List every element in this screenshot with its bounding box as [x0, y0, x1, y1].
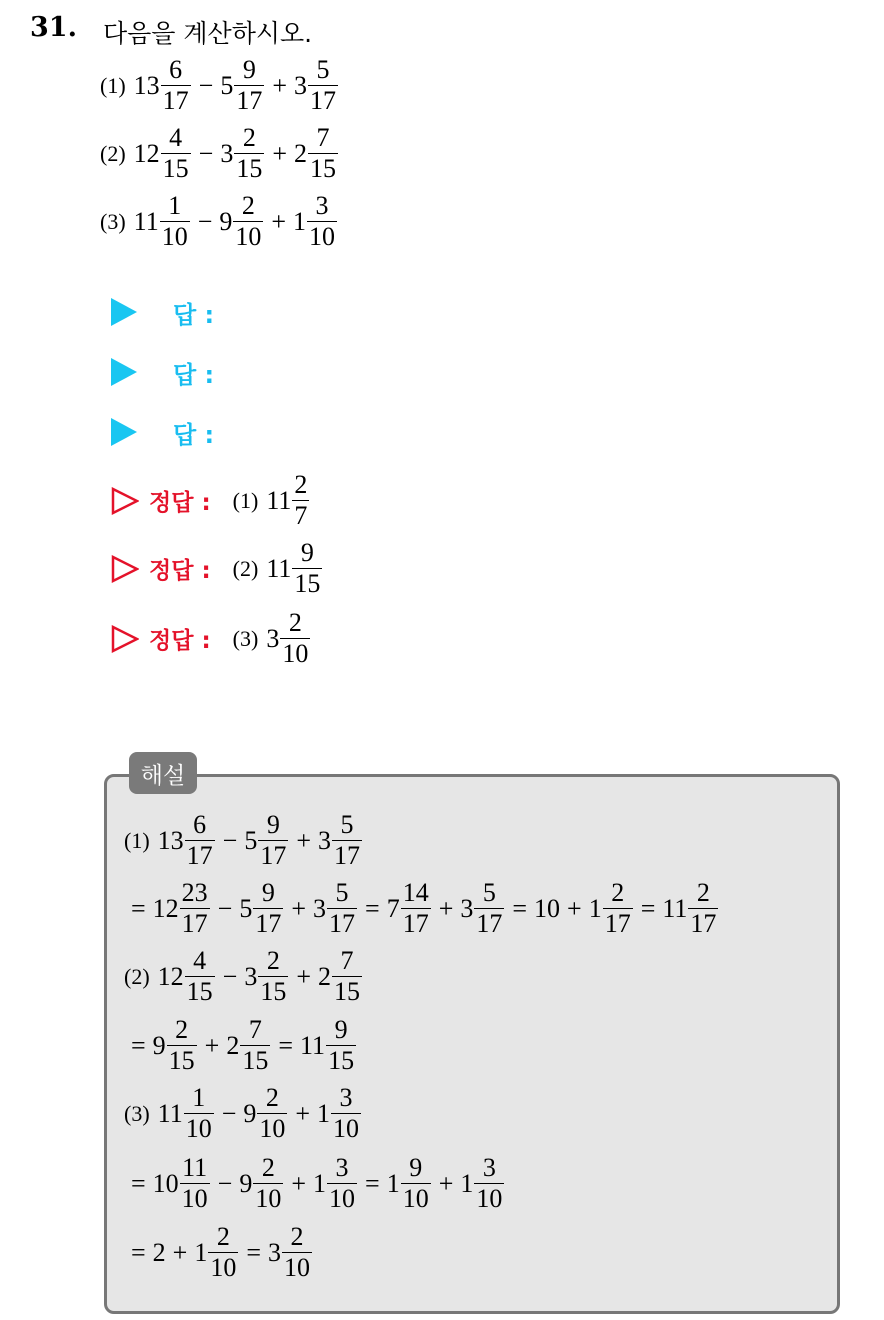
outline-triangle-icon — [111, 625, 139, 653]
numerator: 2 — [290, 1222, 304, 1251]
whole-part: 11 — [300, 1030, 326, 1060]
numerator: 3 — [339, 1083, 353, 1112]
operator: − — [198, 138, 214, 168]
operator: + — [272, 70, 287, 100]
whole-part: 1 — [588, 893, 602, 923]
operator: + — [296, 825, 311, 855]
denominator: 17 — [236, 86, 263, 115]
numerator: 2 — [261, 1153, 275, 1182]
denominator: 17 — [310, 86, 336, 115]
answer-blank-1[interactable] — [111, 297, 214, 327]
numerator: 23 — [181, 878, 208, 907]
denominator: 15 — [294, 569, 321, 598]
numerator: 1 — [168, 191, 182, 220]
whole-part: 9 — [219, 206, 233, 236]
denominator: 15 — [334, 977, 360, 1006]
operator: + — [291, 1168, 307, 1198]
mixed-number — [134, 125, 192, 182]
numerator: 2 — [242, 123, 256, 152]
whole-part: 3 — [460, 893, 474, 923]
mixed-number — [134, 193, 191, 250]
operator: − — [217, 893, 233, 923]
explanation-line-7 — [124, 1224, 313, 1281]
answer-label: 답 : — [173, 300, 215, 329]
whole-part: 7 — [386, 893, 400, 923]
denominator: 17 — [604, 909, 631, 938]
fraction — [292, 540, 322, 597]
correct-tag: 정답 : — [149, 628, 211, 654]
whole-part: 11 — [662, 893, 688, 923]
mixed-number — [219, 193, 264, 250]
whole-part: 1 — [460, 1168, 474, 1198]
operator: + — [204, 1030, 220, 1060]
mixed-number — [313, 1155, 358, 1212]
numerator: 11 — [182, 1153, 208, 1182]
operator: = — [512, 893, 528, 923]
denominator: 10 — [161, 222, 188, 251]
fraction — [258, 812, 288, 869]
mixed-number — [300, 1017, 357, 1074]
denominator: 10 — [181, 1184, 208, 1213]
fraction — [327, 880, 357, 937]
explanation-line-5 — [124, 1085, 362, 1142]
explanation-line-4 — [124, 1017, 357, 1074]
fraction — [603, 880, 633, 937]
whole-part: 1 — [317, 1098, 331, 1128]
whole-part: 13 — [157, 825, 184, 855]
item-label: (1) — [232, 487, 259, 513]
mixed-number — [294, 57, 339, 114]
whole-part: 5 — [239, 893, 253, 923]
whole-part: 3 — [244, 961, 258, 991]
numerator: 5 — [482, 878, 496, 907]
fraction — [180, 880, 210, 937]
denominator: 10 — [185, 1114, 212, 1143]
operator: = — [365, 1168, 380, 1198]
mixed-number — [244, 948, 289, 1005]
numerator: 1 — [192, 1083, 206, 1112]
fraction — [332, 812, 362, 869]
whole-part: 2 — [226, 1030, 240, 1060]
item-label: (3) — [232, 625, 259, 651]
correct-answer-1 — [111, 472, 310, 529]
whole-part: 9 — [152, 1030, 166, 1060]
question-instruction: 다음을 계산하시오. — [103, 19, 313, 48]
whole-part: 3 — [220, 138, 234, 168]
numerator: 2 — [288, 608, 302, 637]
mixed-number — [318, 812, 363, 869]
fraction — [280, 610, 310, 667]
denominator: 15 — [260, 977, 287, 1006]
fraction — [307, 193, 337, 250]
mixed-number — [318, 948, 363, 1005]
whole-part: 3 — [266, 623, 280, 653]
correct-answer-expr — [233, 610, 312, 667]
whole-part: 5 — [244, 825, 258, 855]
denominator: 10 — [309, 222, 336, 251]
mixed-number — [153, 1155, 211, 1212]
whole-part: 5 — [220, 70, 234, 100]
item-label: (2) — [100, 140, 126, 166]
whole-part: 13 — [133, 70, 160, 100]
mixed-number — [662, 880, 719, 937]
fraction — [258, 948, 288, 1005]
problem-2 — [100, 125, 339, 182]
outline-triangle-icon — [111, 555, 139, 583]
correct-tag: 정답 : — [149, 558, 211, 584]
whole-part: 11 — [266, 485, 292, 515]
numerator: 3 — [315, 191, 329, 220]
numerator: 7 — [316, 123, 330, 152]
numerator: 3 — [482, 1153, 496, 1182]
play-triangle-icon — [111, 418, 137, 446]
mixed-number — [158, 812, 216, 869]
numerator: 6 — [193, 810, 207, 839]
operator: + — [296, 961, 311, 991]
denominator: 17 — [260, 841, 287, 870]
fraction — [233, 193, 263, 250]
whole-part: 9 — [239, 1168, 253, 1198]
number: 2 — [152, 1237, 166, 1267]
mixed-number — [194, 1224, 239, 1281]
denominator: 10 — [333, 1114, 360, 1143]
whole-part: 1 — [194, 1237, 208, 1267]
fraction — [161, 125, 191, 182]
operator: + — [272, 138, 287, 168]
correct-tag: 정답 : — [149, 490, 211, 516]
denominator: 17 — [162, 86, 189, 115]
mixed-number — [243, 1085, 288, 1142]
item-label: (2) — [232, 555, 259, 581]
denominator: 17 — [186, 841, 213, 870]
problem-3 — [100, 193, 338, 250]
numerator: 2 — [265, 1083, 279, 1112]
fraction — [240, 1017, 270, 1074]
fraction — [688, 880, 718, 937]
fraction — [253, 880, 283, 937]
denominator: 10 — [282, 639, 309, 668]
operator: + — [567, 893, 582, 923]
explanation-line-3 — [124, 948, 363, 1005]
denominator: 10 — [284, 1253, 311, 1282]
fraction — [167, 1017, 197, 1074]
problem-1 — [100, 57, 339, 114]
operator: = — [131, 1030, 146, 1060]
numerator: 5 — [335, 878, 349, 907]
mixed-number — [158, 948, 216, 1005]
operator: = — [131, 893, 146, 923]
numerator: 4 — [193, 946, 207, 975]
number: 10 — [534, 893, 561, 923]
whole-part: 1 — [386, 1168, 400, 1198]
denominator: 15 — [328, 1046, 355, 1075]
operator: + — [172, 1237, 188, 1267]
fraction — [234, 125, 264, 182]
mixed-number — [387, 880, 432, 937]
whole-part: 11 — [266, 553, 292, 583]
numerator: 7 — [248, 1015, 262, 1044]
question-number: 31. — [30, 12, 77, 43]
whole-part: 11 — [133, 206, 159, 236]
denominator: 17 — [329, 909, 356, 938]
fraction — [184, 1085, 214, 1142]
whole-part: 1 — [293, 206, 307, 236]
operator: + — [291, 893, 307, 923]
denominator: 15 — [168, 1046, 195, 1075]
denominator: 15 — [310, 154, 336, 183]
numerator: 5 — [340, 810, 354, 839]
operator: − — [222, 961, 238, 991]
fraction — [257, 1085, 287, 1142]
operator: − — [198, 70, 214, 100]
operator: + — [438, 1168, 454, 1198]
fraction — [326, 1017, 356, 1074]
numerator: 9 — [334, 1015, 348, 1044]
mixed-number — [313, 880, 358, 937]
fraction — [331, 1085, 361, 1142]
mixed-number — [589, 880, 634, 937]
correct-answer-expr — [233, 540, 324, 597]
mixed-number — [134, 57, 192, 114]
denominator: 10 — [402, 1184, 429, 1213]
mixed-number — [266, 540, 323, 597]
explanation-line-2 — [124, 880, 719, 937]
denominator: 17 — [255, 909, 282, 938]
mixed-number — [460, 880, 505, 937]
fraction — [185, 948, 215, 1005]
numerator: 4 — [169, 123, 183, 152]
item-label: (1) — [124, 827, 150, 853]
numerator: 2 — [294, 470, 308, 499]
answer-blank-3[interactable] — [111, 417, 214, 447]
mixed-number — [460, 1155, 505, 1212]
denominator: 15 — [236, 154, 263, 183]
denominator: 15 — [186, 977, 213, 1006]
numerator: 2 — [241, 191, 255, 220]
denominator: 15 — [242, 1046, 269, 1075]
whole-part: 10 — [152, 1168, 179, 1198]
operator: = — [246, 1237, 262, 1267]
outline-triangle-icon — [111, 487, 139, 515]
fraction — [234, 57, 264, 114]
mixed-number — [220, 57, 265, 114]
correct-answer-expr — [233, 472, 311, 529]
whole-part: 2 — [294, 138, 307, 168]
numerator: 3 — [335, 1153, 349, 1182]
mixed-number — [387, 1155, 432, 1212]
operator: = — [278, 1030, 294, 1060]
fraction — [401, 1155, 431, 1212]
item-label: (1) — [100, 72, 126, 98]
correct-answer-2 — [111, 540, 323, 597]
whole-part: 1 — [313, 1168, 327, 1198]
mixed-number — [220, 125, 265, 182]
mixed-number — [153, 1017, 198, 1074]
whole-part: 12 — [157, 961, 184, 991]
whole-part: 2 — [318, 961, 331, 991]
item-label: (2) — [124, 963, 150, 989]
whole-part: 12 — [133, 138, 160, 168]
fraction — [474, 1155, 504, 1212]
item-label: (3) — [124, 1100, 150, 1126]
play-triangle-icon — [111, 298, 137, 326]
whole-part: 3 — [268, 1237, 282, 1267]
fraction — [474, 880, 504, 937]
mixed-number — [293, 193, 338, 250]
answer-blank-2[interactable] — [111, 357, 214, 387]
mixed-number — [266, 610, 311, 667]
correct-answer-3 — [111, 610, 311, 667]
item-label: (3) — [100, 208, 126, 234]
operator: = — [131, 1168, 146, 1198]
fraction — [282, 1224, 312, 1281]
operator: = — [365, 893, 380, 923]
whole-part: 3 — [294, 70, 307, 100]
fraction — [180, 1155, 210, 1212]
numerator: 9 — [261, 878, 275, 907]
numerator: 2 — [175, 1015, 189, 1044]
numerator: 7 — [340, 946, 354, 975]
mixed-number — [226, 1017, 271, 1074]
fraction — [253, 1155, 283, 1212]
denominator: 10 — [259, 1114, 286, 1143]
denominator: 17 — [690, 909, 717, 938]
fraction — [332, 948, 362, 1005]
operator: + — [438, 893, 454, 923]
explanation-line-6 — [124, 1155, 505, 1212]
denominator: 15 — [162, 154, 189, 183]
whole-part: 12 — [152, 893, 179, 923]
numerator: 2 — [611, 878, 625, 907]
fraction — [308, 57, 338, 114]
operator: − — [222, 825, 238, 855]
mixed-number — [153, 880, 211, 937]
mixed-number — [266, 472, 310, 529]
mixed-number — [294, 125, 339, 182]
answer-label: 답 : — [173, 360, 215, 389]
mixed-number — [158, 1085, 215, 1142]
denominator: 10 — [329, 1184, 356, 1213]
operator: − — [221, 1098, 237, 1128]
fraction — [208, 1224, 238, 1281]
numerator: 2 — [266, 946, 280, 975]
whole-part: 11 — [157, 1098, 183, 1128]
explanation-title: 해설 — [129, 752, 197, 794]
denominator: 17 — [402, 909, 429, 938]
numerator: 9 — [409, 1153, 423, 1182]
operator: + — [295, 1098, 311, 1128]
denominator: 17 — [476, 909, 503, 938]
mixed-number — [244, 812, 289, 869]
fraction — [327, 1155, 357, 1212]
operator: = — [640, 893, 656, 923]
operator: + — [271, 206, 287, 236]
operator: − — [197, 206, 213, 236]
mixed-number — [239, 1155, 284, 1212]
fraction — [308, 125, 338, 182]
denominator: 10 — [476, 1184, 503, 1213]
operator: − — [217, 1168, 233, 1198]
play-triangle-icon — [111, 358, 137, 386]
mixed-number — [268, 1224, 313, 1281]
denominator: 17 — [181, 909, 208, 938]
fraction — [160, 193, 190, 250]
numerator: 9 — [300, 538, 314, 567]
whole-part: 9 — [243, 1098, 257, 1128]
denominator: 10 — [255, 1184, 282, 1213]
denominator: 17 — [334, 841, 360, 870]
whole-part: 3 — [318, 825, 331, 855]
mixed-number — [317, 1085, 362, 1142]
numerator: 5 — [316, 55, 330, 84]
numerator: 2 — [216, 1222, 230, 1251]
denominator: 10 — [210, 1253, 237, 1282]
numerator: 14 — [402, 878, 429, 907]
numerator: 9 — [242, 55, 256, 84]
denominator: 7 — [294, 501, 308, 530]
numerator: 2 — [696, 878, 710, 907]
fraction — [401, 880, 431, 937]
fraction — [292, 472, 309, 529]
numerator: 9 — [266, 810, 280, 839]
numerator: 6 — [169, 55, 183, 84]
fraction — [161, 57, 191, 114]
explanation-line-1 — [124, 812, 363, 869]
whole-part: 3 — [313, 893, 327, 923]
fraction — [185, 812, 215, 869]
mixed-number — [239, 880, 284, 937]
operator: = — [131, 1237, 146, 1267]
answer-label: 답 : — [173, 420, 215, 449]
denominator: 10 — [235, 222, 262, 251]
